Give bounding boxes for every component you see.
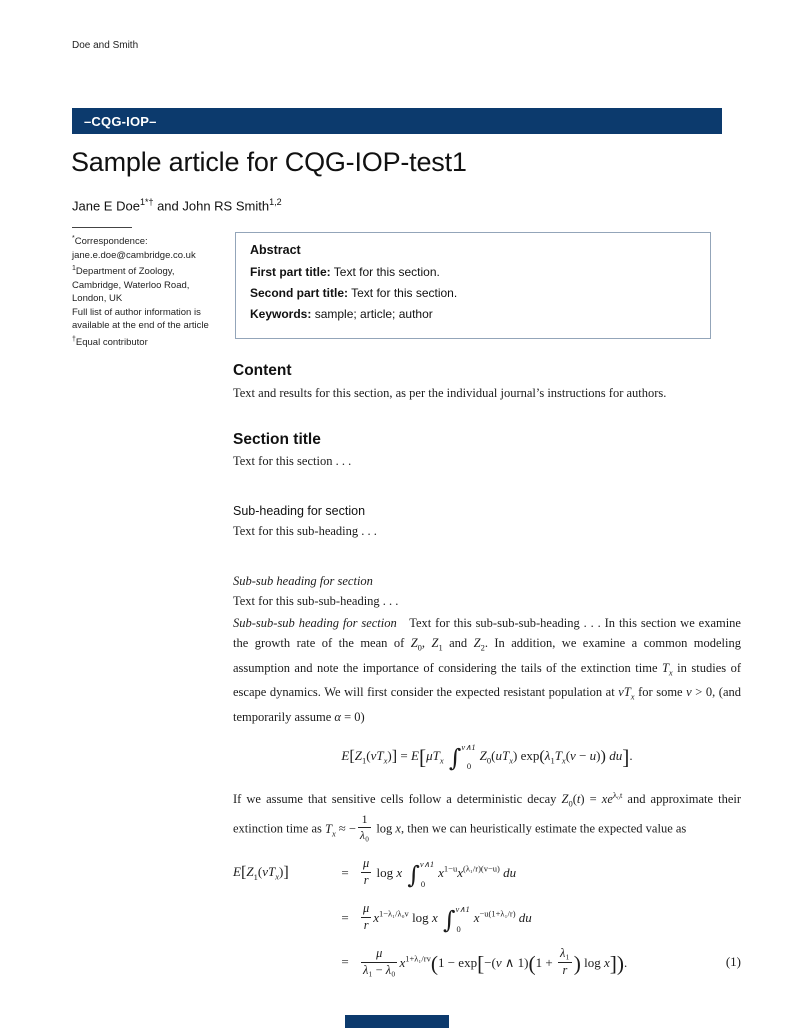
correspondence-sidebar — [72, 227, 224, 349]
eq-row1-rhs: $\frac{\mu}{r}$ log x ∫ v∧1 0 $x^{1-u}x^{(\lambda_1/r)(v-u)}$ du — [363, 856, 517, 890]
abstract-first-part-text: Text for this section. — [330, 265, 440, 279]
affiliation-line-3: London, UK — [72, 293, 123, 305]
abstract-row-first-part — [250, 265, 696, 279]
affiliation-line-1: $^1$Department of Zoology, — [72, 265, 175, 278]
sub-sub-sub-paragraph: Sub-sub-sub heading for section Text for this sub-sub-sub-heading . . . In this section we examine the growth rate of the mean of $Z_0$, $Z_1$ and $Z_2$. In addition, we examine a common modeling assumption and note the importance of considering the tails of the extinction time $T_x$ in studies of escape dynamics. We will first consider the expected resistant population at $vT_x$ for some v > 0, (and temporarily assume α = 0) — [233, 616, 742, 724]
display-equation: $E[Z_1(vT_x)] = E[\mu T_x$ ∫ v∧1 0 $Z_0(uT_x) \exp(\lambda_1T_x(v - u))$ du]. — [341, 741, 633, 772]
article-title: Sample article for CQG-IOP-test1 — [71, 147, 467, 177]
running-head: Doe and Smith — [72, 40, 139, 51]
content-paragraph: Text and results for this section, as per the individual journal’s instructions for authors. — [233, 385, 667, 400]
sidebar-rule — [72, 227, 132, 228]
eq-row2-equals: = — [341, 909, 349, 925]
journal-banner — [72, 108, 722, 134]
abstract-row-keywords — [250, 307, 696, 321]
eq-row2-rhs: $\frac{\mu}{r}$ $x^{1-\lambda_1/\lambda_0v}$ log x ∫ v∧1 0 $x^{-u(1+\lambda_1/r)}$ du — [363, 901, 532, 934]
abstract-second-part-text: Text for this section. — [348, 286, 458, 300]
sub-sub-heading-paragraph: Text for this sub-sub-heading . . . — [233, 594, 399, 609]
authors-line: Jane E Doe$^{1*\dagger}$ and John RS Smith$^{1,2}$ — [72, 197, 282, 214]
eq-row3-rhs: $\frac{\mu}{\text{λ₁ − λ₀}}$ $x^{1+\lambda_1/rv}(1 - \exp[-(v$ ∧ 1)(1 + $\frac{\text{λ₁}}{r}$ ) log x]). — [363, 946, 628, 977]
eq-row3-number: (1) — [725, 954, 741, 970]
journal-banner-label: –CQG-IOP– — [84, 113, 157, 129]
eq-row1-lhs: $E[Z_1(vT_x)]$ — [233, 862, 289, 882]
correspondence-email: jane.e.doe@cambridge.co.uk — [72, 249, 196, 261]
eq-row1-equals: = — [341, 864, 349, 880]
abstract-heading: Abstract — [250, 243, 301, 257]
author-info-note-1: Full list of author information is — [72, 306, 201, 318]
affiliation-line-2: Cambridge, Waterloo Road, — [72, 279, 190, 291]
abstract-box — [235, 232, 711, 339]
author-info-note-2: available at the end of the article — [72, 320, 209, 332]
sub-sub-heading: Sub-sub heading for section — [233, 574, 373, 589]
article-body — [233, 362, 741, 977]
abstract-keywords-text: sample; article; author — [311, 307, 433, 321]
sub-heading: Sub-heading for section — [233, 504, 366, 519]
section-title-heading: Section title — [233, 430, 321, 448]
correspondence-label: *Correspondence: — [72, 235, 148, 248]
sub-heading-paragraph: Text for this sub-heading . . . — [233, 524, 377, 539]
equal-contributor-note: †Equal contributor — [72, 335, 148, 348]
abstract-keywords-label: Keywords: — [250, 307, 312, 321]
aligned-equations — [233, 857, 741, 977]
section-paragraph: Text for this section . . . — [233, 454, 352, 469]
eq-row3-equals: = — [341, 954, 349, 970]
decay-paragraph: If we assume that sensitive cells follow a deterministic decay $Z_0(t) = xe^{\lambda_0t}$ and approximate their extinction time as $T_x$ ≈ − $\frac{1}{\text{λ₀}}$ log x, then we can heuristically estimate the expected value as — [233, 789, 742, 843]
abstract-second-part-label: Second part title: — [250, 286, 349, 300]
abstract-row-second-part — [250, 286, 696, 300]
footer-bar — [345, 1015, 449, 1028]
abstract-first-part-label: First part title: — [250, 265, 331, 279]
content-heading: Content — [233, 362, 292, 379]
